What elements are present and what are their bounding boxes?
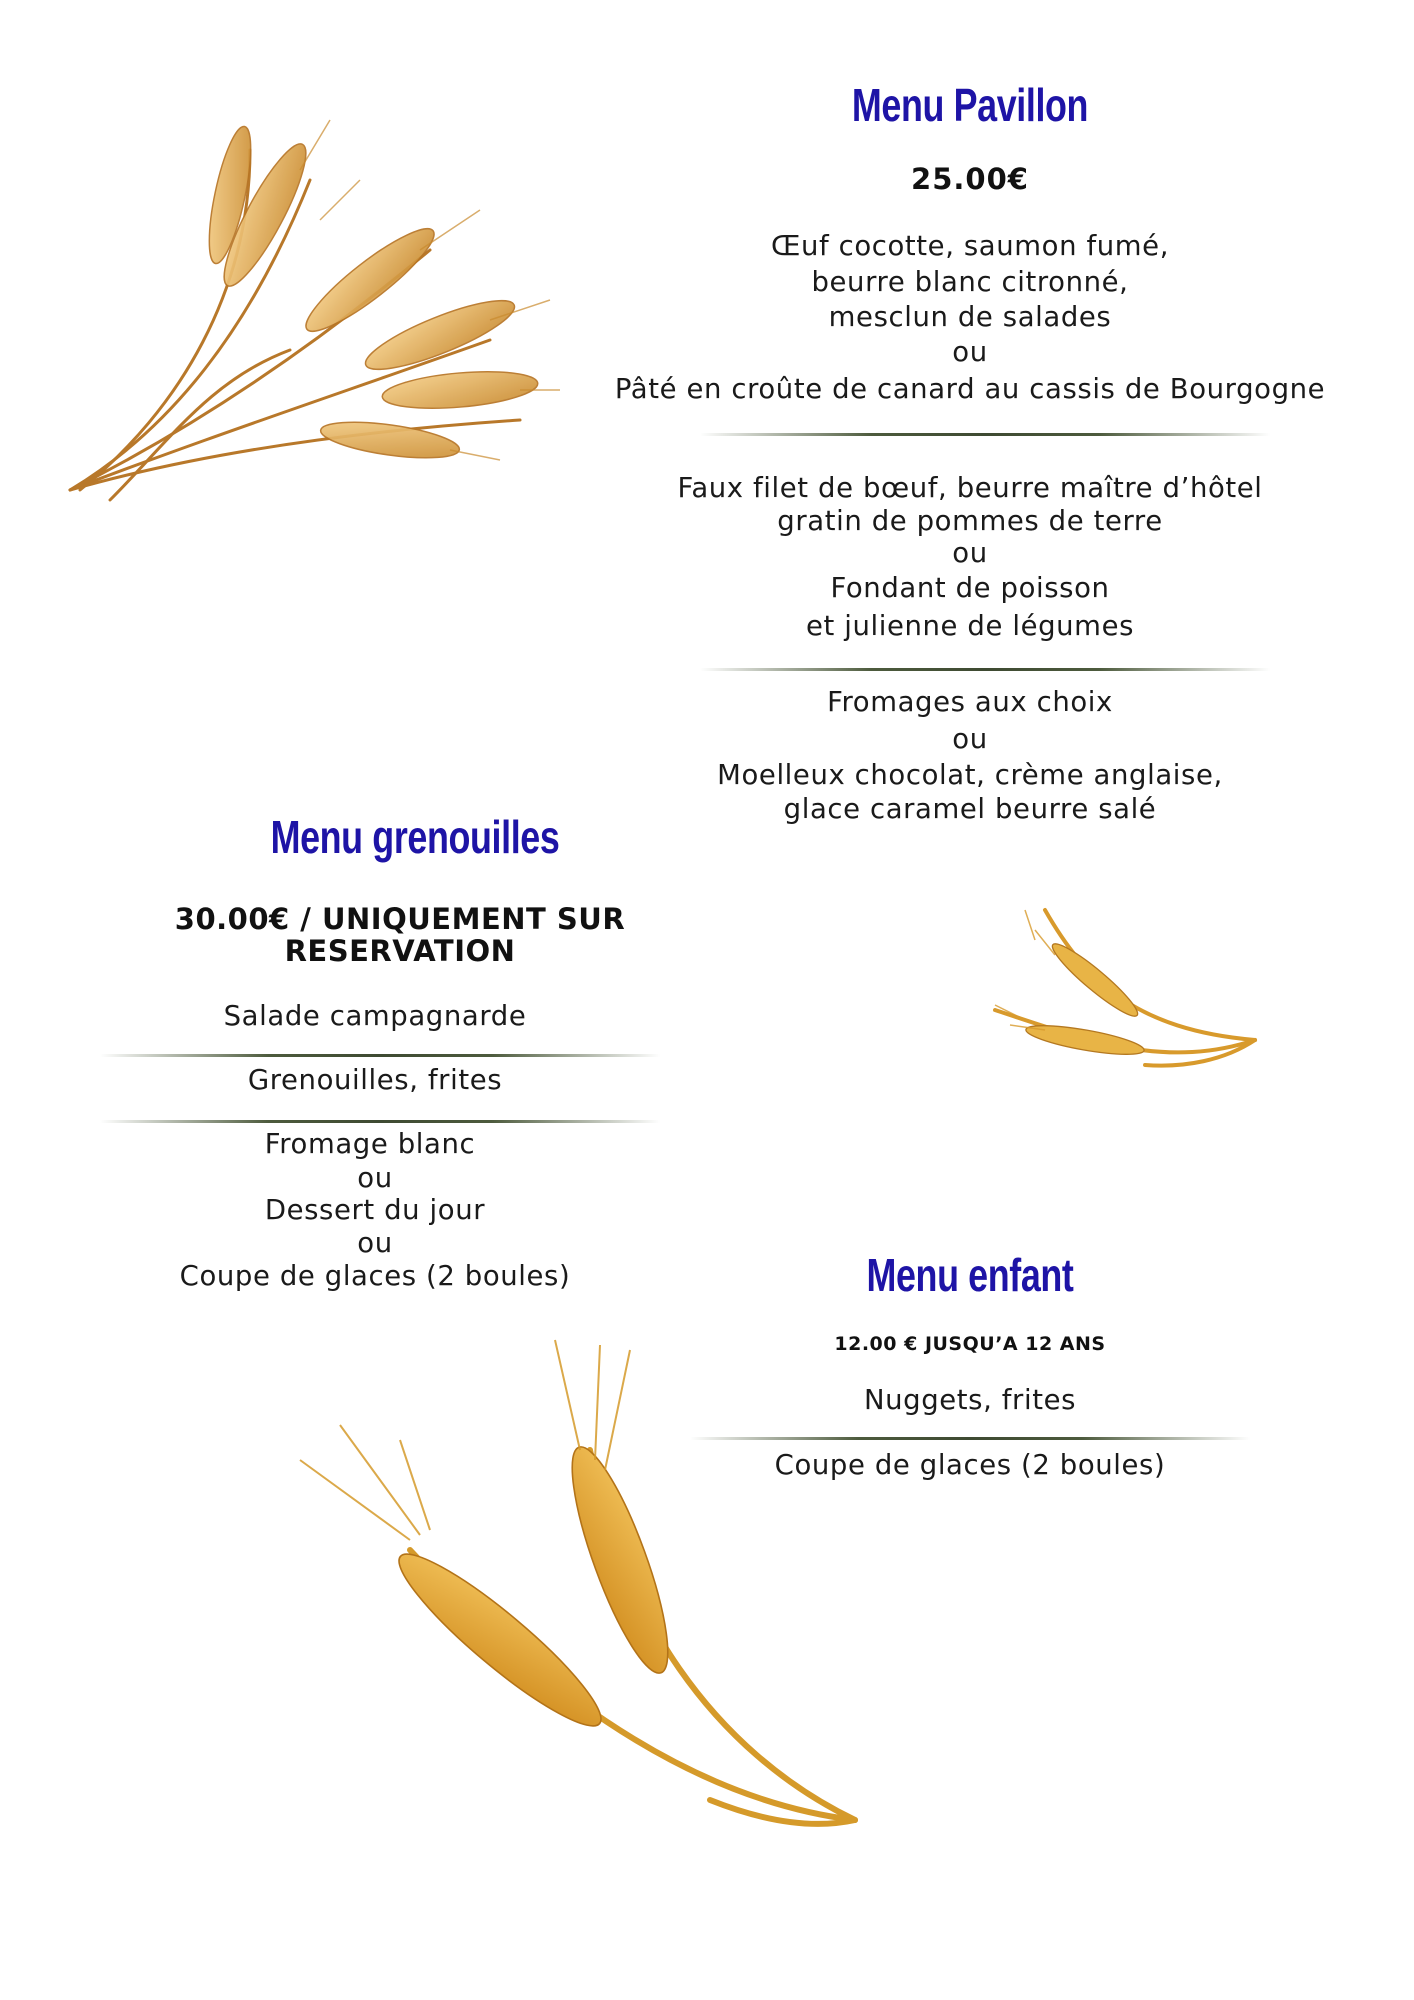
pavillon-entree-line: beurre blanc citronné, bbox=[811, 266, 1129, 298]
enfant-separator bbox=[690, 1437, 1250, 1440]
pavillon-entree-line: mesclun de salades bbox=[828, 301, 1112, 333]
pavillon-dessert-line: Moelleux chocolat, crème anglaise, bbox=[717, 759, 1223, 791]
pavillon-plat-line: ou bbox=[952, 537, 988, 569]
menu-grenouilles-price: 30.00€ / UNIQUEMENT SUR bbox=[174, 902, 626, 936]
grenouilles-dessert-line: Fromage blanc bbox=[264, 1128, 476, 1160]
menu-grenouilles-title: Menu grenouilles bbox=[270, 811, 560, 863]
grenouilles-dessert-line: Coupe de glaces (2 boules) bbox=[179, 1260, 571, 1292]
menu-enfant-title: Menu enfant bbox=[866, 1249, 1074, 1301]
grenouilles-dessert-line: Dessert du jour bbox=[264, 1194, 486, 1226]
pavillon-dessert-line: Fromages aux choix bbox=[827, 686, 1113, 718]
menu-pavillon-price: 25.00€ bbox=[911, 162, 1029, 196]
pavillon-separator bbox=[700, 668, 1270, 671]
menu-grenouilles-price-note: RESERVATION bbox=[284, 934, 516, 968]
pavillon-entree-line: Œuf cocotte, saumon fumé, bbox=[770, 230, 1170, 262]
pavillon-plat-line: et julienne de légumes bbox=[805, 610, 1135, 642]
menu-enfant-price: 12.00 € JUSQU’A 12 ANS bbox=[834, 1333, 1106, 1355]
pavillon-entree-line: ou bbox=[952, 336, 988, 368]
pavillon-dessert-line: ou bbox=[952, 723, 988, 755]
grenouilles-plat: Grenouilles, frites bbox=[247, 1064, 503, 1096]
enfant-plat: Nuggets, frites bbox=[863, 1384, 1077, 1416]
pavillon-plat-line: gratin de pommes de terre bbox=[777, 505, 1163, 537]
menu-pavillon-title: Menu Pavillon bbox=[851, 79, 1089, 131]
grenouilles-dessert-line: ou bbox=[357, 1227, 393, 1259]
pavillon-plat-line: Faux filet de bœuf, beurre maître d’hôtel bbox=[677, 472, 1263, 504]
wheat-pair-small-icon bbox=[985, 900, 1265, 1080]
pavillon-entree-line: Pâté en croûte de canard au cassis de Bourgogne bbox=[614, 373, 1326, 405]
grenouilles-separator bbox=[100, 1120, 660, 1123]
pavillon-separator bbox=[700, 433, 1270, 436]
grenouilles-separator bbox=[100, 1054, 660, 1057]
grenouilles-dessert-line: ou bbox=[357, 1162, 393, 1194]
pavillon-plat-line: Fondant de poisson bbox=[830, 572, 1110, 604]
enfant-dessert: Coupe de glaces (2 boules) bbox=[774, 1449, 1166, 1481]
wheat-bundle-icon bbox=[50, 110, 570, 530]
pavillon-dessert-line: glace caramel beurre salé bbox=[783, 793, 1157, 825]
grenouilles-entree: Salade campagnarde bbox=[223, 1000, 527, 1032]
